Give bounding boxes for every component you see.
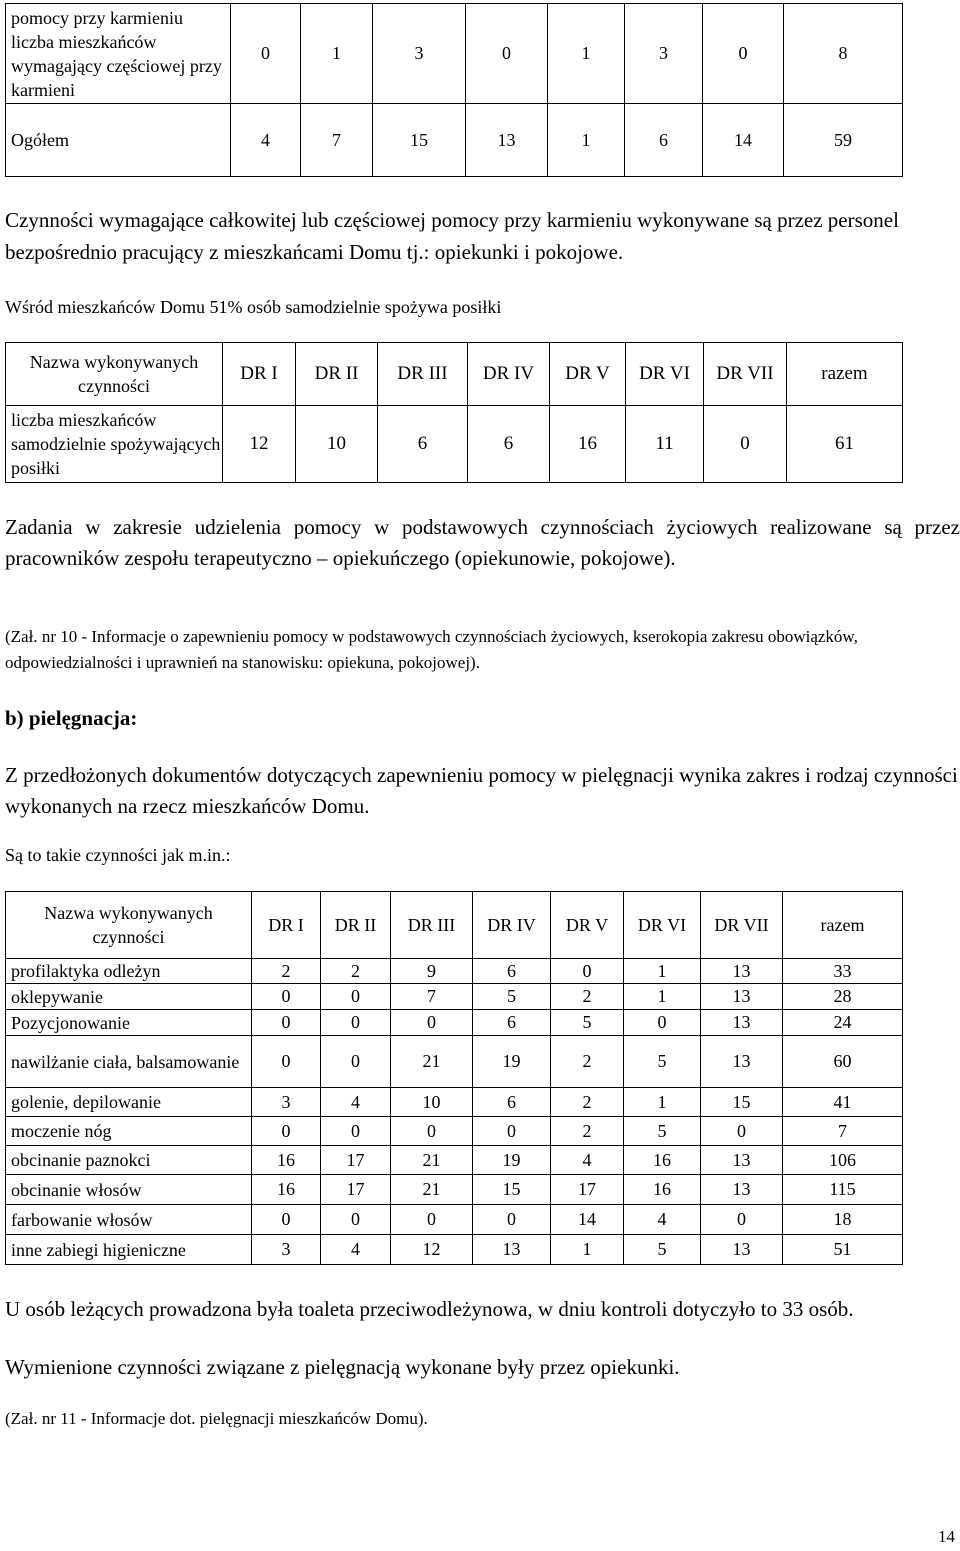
table-cell: 0 (252, 1010, 321, 1036)
table-cell: 0 (252, 1205, 321, 1235)
table-cell: 1 (624, 1088, 701, 1117)
column-header: razem (787, 343, 903, 406)
table-cell: 14 (551, 1205, 624, 1235)
paragraph-performed-by: Wymienione czynności związane z pielęgnacją wykonane były przez opiekunki. (5, 1355, 680, 1379)
table-cell: 13 (701, 984, 783, 1010)
table-cell: 16 (252, 1146, 321, 1175)
table-cell: 0 (704, 406, 787, 483)
table-cell: 5 (473, 984, 551, 1010)
paragraph-care-documents: Z przedłożonych dokumentów dotyczących zapewnieniu pomocy w pielęgnacji wynika zakres i rodzaj czynności wykonanych na rzecz mieszkańców Domu. (5, 763, 958, 818)
row-label: obcinanie włosów (6, 1175, 252, 1205)
table-cell: 0 (321, 1117, 391, 1146)
table-cell: 13 (466, 104, 548, 177)
table-cell: 5 (624, 1117, 701, 1146)
table-cell: 3 (252, 1235, 321, 1265)
column-header: DR II (321, 892, 391, 959)
column-header: DR IV (468, 343, 550, 406)
table-cell: 16 (624, 1175, 701, 1205)
column-header: DR V (550, 343, 626, 406)
row-label: inne zabiegi higieniczne (6, 1235, 252, 1265)
table-self-eating (5, 342, 902, 483)
table-cell: 16 (550, 406, 626, 483)
table-cell: 15 (373, 104, 466, 177)
table-cell: 2 (321, 959, 391, 984)
table-cell: 6 (473, 959, 551, 984)
page-number: 14 (938, 1527, 955, 1546)
column-header: DR V (551, 892, 624, 959)
table-cell: 4 (624, 1205, 701, 1235)
table-cell: 8 (784, 4, 903, 104)
table-cell: 6 (473, 1088, 551, 1117)
table-cell: 0 (473, 1205, 551, 1235)
row-label: pomocy przy karmieniu liczba mieszkańców wymagający częściowej przy karmieni (6, 4, 231, 104)
header-label: Nazwa wykonywanych czynności (6, 343, 223, 406)
table-cell: 2 (551, 1088, 624, 1117)
table-cell: 0 (321, 1205, 391, 1235)
header-label: Nazwa wykonywanych czynności (6, 892, 252, 959)
table-row (6, 1088, 903, 1117)
table-cell: 1 (548, 4, 625, 104)
column-header: DR IV (473, 892, 551, 959)
table-row (6, 104, 903, 177)
column-header: DR III (391, 892, 473, 959)
table-cell: 0 (551, 959, 624, 984)
table-cell: 1 (624, 959, 701, 984)
section-heading-care: b) pielęgnacja: (5, 706, 138, 730)
table-cell: 59 (784, 104, 903, 177)
table-cell: 16 (624, 1146, 701, 1175)
paragraph-list-intro: Są to takie czynności jak m.in.: (5, 845, 231, 865)
table-cell: 0 (466, 4, 548, 104)
table-row (6, 959, 903, 984)
feeding-help-table (5, 3, 903, 177)
row-label: golenie, depilowanie (6, 1088, 252, 1117)
row-label: farbowanie włosów (6, 1205, 252, 1235)
care-activities-table (5, 891, 903, 1265)
column-header: DR III (378, 343, 468, 406)
table-cell: 0 (252, 1117, 321, 1146)
table-cell: 106 (783, 1146, 903, 1175)
column-header: DR VII (704, 343, 787, 406)
table-cell: 0 (701, 1117, 783, 1146)
table-cell: 0 (701, 1205, 783, 1235)
column-header: DR VII (701, 892, 783, 959)
table-cell: 13 (701, 1036, 783, 1088)
table-row (6, 1010, 903, 1036)
table-cell: 1 (624, 984, 701, 1010)
table-cell: 19 (473, 1146, 551, 1175)
table-cell: 0 (473, 1117, 551, 1146)
table-cell: 13 (701, 1010, 783, 1036)
table-cell: 2 (252, 959, 321, 984)
column-header: razem (783, 892, 903, 959)
table-cell: 9 (391, 959, 473, 984)
table-row (6, 984, 903, 1010)
table-header-row (6, 892, 903, 959)
table-cell: 21 (391, 1036, 473, 1088)
table-cell: 7 (301, 104, 373, 177)
table-cell: 7 (783, 1117, 903, 1146)
table-row (6, 406, 903, 483)
row-label: nawilżanie ciała, balsamowanie (6, 1036, 252, 1088)
table-cell: 13 (701, 959, 783, 984)
table-cell: 21 (391, 1146, 473, 1175)
self-eating-table (5, 342, 903, 483)
table-cell: 12 (223, 406, 296, 483)
table-cell: 21 (391, 1175, 473, 1205)
table-cell: 61 (787, 406, 903, 483)
table-cell: 28 (783, 984, 903, 1010)
table-row (6, 1036, 903, 1088)
table-cell: 19 (473, 1036, 551, 1088)
paragraph-self-eating: Wśród mieszkańców Domu 51% osób samodzielnie spożywa posiłki (5, 297, 502, 317)
table-cell: 10 (296, 406, 378, 483)
table-cell: 4 (321, 1088, 391, 1117)
table-cell: 15 (701, 1088, 783, 1117)
table-cell: 6 (468, 406, 550, 483)
table-row (6, 1117, 903, 1146)
care-rows (6, 959, 903, 1265)
table-cell: 41 (783, 1088, 903, 1117)
table-cell: 18 (783, 1205, 903, 1235)
table-cell: 2 (551, 1117, 624, 1146)
table-cell: 5 (624, 1235, 701, 1265)
table-cell: 5 (624, 1036, 701, 1088)
table-row (6, 1146, 903, 1175)
table-row (6, 4, 903, 104)
table-cell: 51 (783, 1235, 903, 1265)
column-header: DR I (252, 892, 321, 959)
table-cell: 1 (551, 1235, 624, 1265)
table-cell: 0 (391, 1205, 473, 1235)
table-cell: 0 (252, 1036, 321, 1088)
table-cell: 1 (301, 4, 373, 104)
table-cell: 0 (624, 1010, 701, 1036)
row-label: Pozycjonowanie (6, 1010, 252, 1036)
paragraph-feeding-staff: Czynności wymagające całkowitej lub częściowej pomocy przy karmieniu wykonywane są przez personel bezpośrednio pracujący z mieszkańcami Domu tj.: opiekunki i pokojowe. (5, 208, 899, 264)
column-header: DR VI (626, 343, 704, 406)
table-cell: 2 (551, 984, 624, 1010)
table-cell: 13 (473, 1235, 551, 1265)
table-cell: 4 (231, 104, 301, 177)
row-label: obcinanie paznokci (6, 1146, 252, 1175)
table-cell: 15 (473, 1175, 551, 1205)
table-cell: 60 (783, 1036, 903, 1088)
table-cell: 13 (701, 1235, 783, 1265)
table-cell: 17 (551, 1175, 624, 1205)
paragraph-bedridden: U osób leżących prowadzona była toaleta przeciwodleżynowa, w dniu kontroli dotyczyło to 33 osób. (5, 1297, 854, 1321)
table-row (6, 1175, 903, 1205)
table-cell: 17 (321, 1146, 391, 1175)
table-cell: 115 (783, 1175, 903, 1205)
row-label: oklepywanie (6, 984, 252, 1010)
table-cell: 14 (703, 104, 784, 177)
table-cell: 6 (625, 104, 703, 177)
table-cell: 3 (625, 4, 703, 104)
table-cell: 10 (391, 1088, 473, 1117)
row-label: profilaktyka odleżyn (6, 959, 252, 984)
table-cell: 4 (551, 1146, 624, 1175)
table-cell: 3 (252, 1088, 321, 1117)
table-cell: 12 (391, 1235, 473, 1265)
table-cell: 7 (391, 984, 473, 1010)
table-cell: 0 (391, 1117, 473, 1146)
row-label: liczba mieszkańców samodzielnie spożywających posiłki (6, 406, 223, 483)
column-header: DR II (296, 343, 378, 406)
table-cell: 11 (626, 406, 704, 483)
table-header-row (6, 343, 903, 406)
row-label: Ogółem (6, 104, 231, 177)
paragraph-tasks: Zadania w zakresie udzielenia pomocy w podstawowych czynnościach życiowych realizowane są przez pracowników zespołu terapeutyczno – opiekuńczego (opiekunowie, pokojowe). (5, 515, 960, 570)
table-cell: 33 (783, 959, 903, 984)
table-cell: 24 (783, 1010, 903, 1036)
paragraph-attachment-11: (Zał. nr 11 - Informacje dot. pielęgnacji mieszkańców Domu). (5, 1409, 428, 1428)
table-care-activities (5, 891, 902, 1265)
table-cell: 3 (373, 4, 466, 104)
table-cell: 0 (321, 984, 391, 1010)
table-cell: 0 (391, 1010, 473, 1036)
table-cell: 17 (321, 1175, 391, 1205)
table-cell: 1 (548, 104, 625, 177)
table-cell: 13 (701, 1146, 783, 1175)
column-header: DR I (223, 343, 296, 406)
table-cell: 5 (551, 1010, 624, 1036)
table-cell: 0 (321, 1036, 391, 1088)
table-cell: 16 (252, 1175, 321, 1205)
column-header: DR VI (624, 892, 701, 959)
table-cell: 2 (551, 1036, 624, 1088)
table-cell: 6 (378, 406, 468, 483)
table-cell: 4 (321, 1235, 391, 1265)
table-cell: 0 (231, 4, 301, 104)
table-cell: 13 (701, 1175, 783, 1205)
table-cell: 0 (252, 984, 321, 1010)
table-row (6, 1205, 903, 1235)
row-label: moczenie nóg (6, 1117, 252, 1146)
table-feeding-help (5, 3, 902, 177)
table-cell: 0 (321, 1010, 391, 1036)
table-cell: 0 (703, 4, 784, 104)
table-row (6, 1235, 903, 1265)
paragraph-attachment-10: (Zał. nr 10 - Informacje o zapewnieniu pomocy w podstawowych czynnościach życiowych, kserokopia zakresu obowiązków, odpowiedzialności i uprawnień na stanowisku: opiekuna, pokojowej). (5, 627, 858, 672)
table-cell: 6 (473, 1010, 551, 1036)
